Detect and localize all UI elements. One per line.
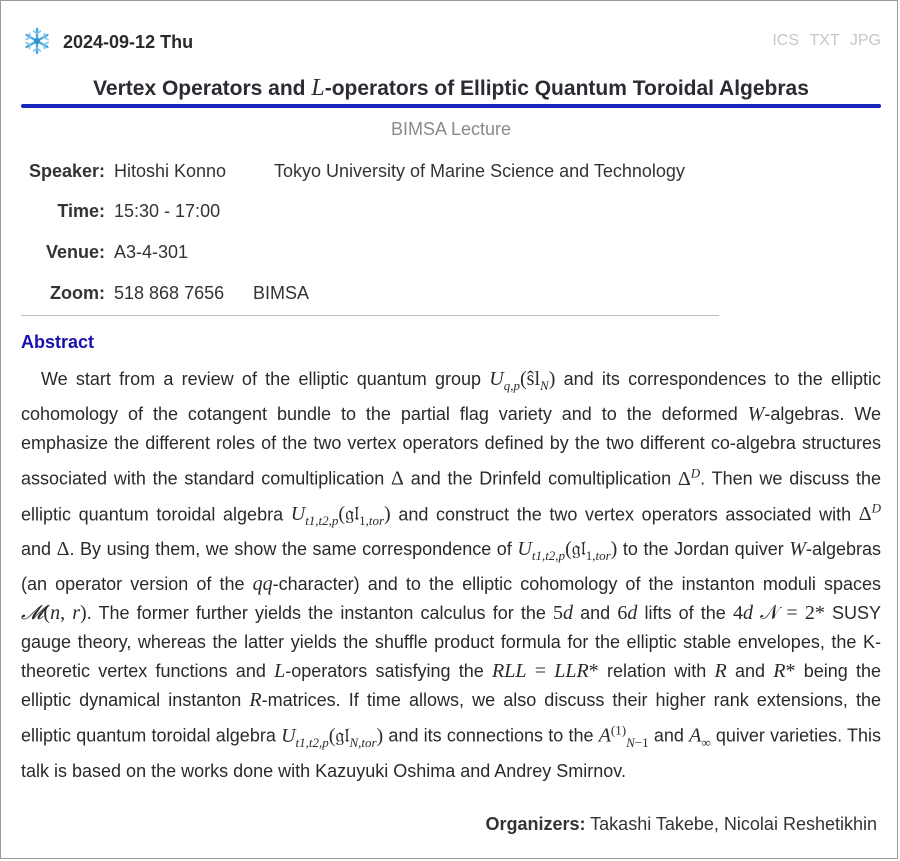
info-divider	[21, 315, 719, 316]
abstract-heading: Abstract	[21, 332, 95, 352]
venue-label: Venue:	[45, 242, 105, 262]
speaker-affiliation: Tokyo University of Marine Science and Technology	[274, 161, 685, 181]
event-title: Vertex Operators and L-operators of Elliptic Quantum Toroidal Algebras	[93, 75, 809, 101]
title-underline	[21, 104, 881, 108]
event-series: BIMSA Lecture	[390, 119, 512, 139]
organizers-label: Organizers:	[485, 814, 586, 834]
venue-value: A3-4-301	[114, 242, 189, 262]
abstract-body: We start from a review of the elliptic quantum group $U_{q,p}(ŝl_N)$ and its correspondences to the elliptic cohomology of the cotangent bundle to the partial flag variety and to the deformed W-algebras. We emphasize the different roles of the two vertex operators defined by the two different co-algebra structures associated with the standard comultiplication Δ and the Drinfeld comultiplication $\Delta^D$. Then we discuss the elliptic quantum toroidal algebra $U_{t1,t2,p}(𝔤𝔩_{1,tor})$ and construct the two vertex operators associated with $\Delta^D$ and Δ. By using them, we show the same correspondence of $U_{t1,t2,p}(𝔤𝔩_{1,tor})$ to the Jordan quiver W-algebras (an operator version of the qq-character) and to the elliptic cohomology of the instanton moduli spaces 𝓜(n, r). The former further yields the instanton calculus for the 5d and 6d lifts of the 4d 𝒩 = 2* SUSY gauge theory, whereas the latter yields the shuffle product formula for the elliptic stable envelopes, the K-theoretic vertex functions and L-operators satisfying the RLL = LLR* relation with R and R* being the elliptic dynamical instanton R-matrices. If time allows, we also discuss their higher rank extensions, the elliptic quantum toroidal algebra $U_{t1,t2,p}(𝔤𝔩_{N,tor})$ and its connections to the $A^{(1)}_{N-1}$ and $A_\infty$ quiver varieties. This talk is based on the works done with Kazuyuki Oshima and Andrey Smirnov.	[21, 368, 882, 781]
event-header-bar	[21, 26, 881, 56]
event-date: 2024-09-12 Thu	[63, 32, 194, 52]
zoom-label: Zoom:	[50, 283, 105, 303]
export-txt-link[interactable]: TXT	[809, 32, 840, 49]
speaker-name: Hitoshi Konno	[114, 161, 227, 181]
zoom-password: BIMSA	[253, 283, 310, 303]
snowflake-logo-icon	[21, 26, 53, 56]
export-jpg-link[interactable]: JPG	[849, 32, 881, 49]
export-ics-link[interactable]: ICS	[772, 32, 800, 49]
time-value: 15:30 - 17:00	[114, 201, 221, 221]
organizers-names: Takashi Takebe, Nicolai Reshetikhin	[590, 814, 877, 834]
export-links	[766, 32, 881, 50]
zoom-meeting-link[interactable]: 518 868 7656	[114, 283, 225, 303]
speaker-label: Speaker:	[28, 161, 105, 181]
time-label: Time:	[57, 201, 105, 221]
organizers-line	[485, 814, 877, 835]
